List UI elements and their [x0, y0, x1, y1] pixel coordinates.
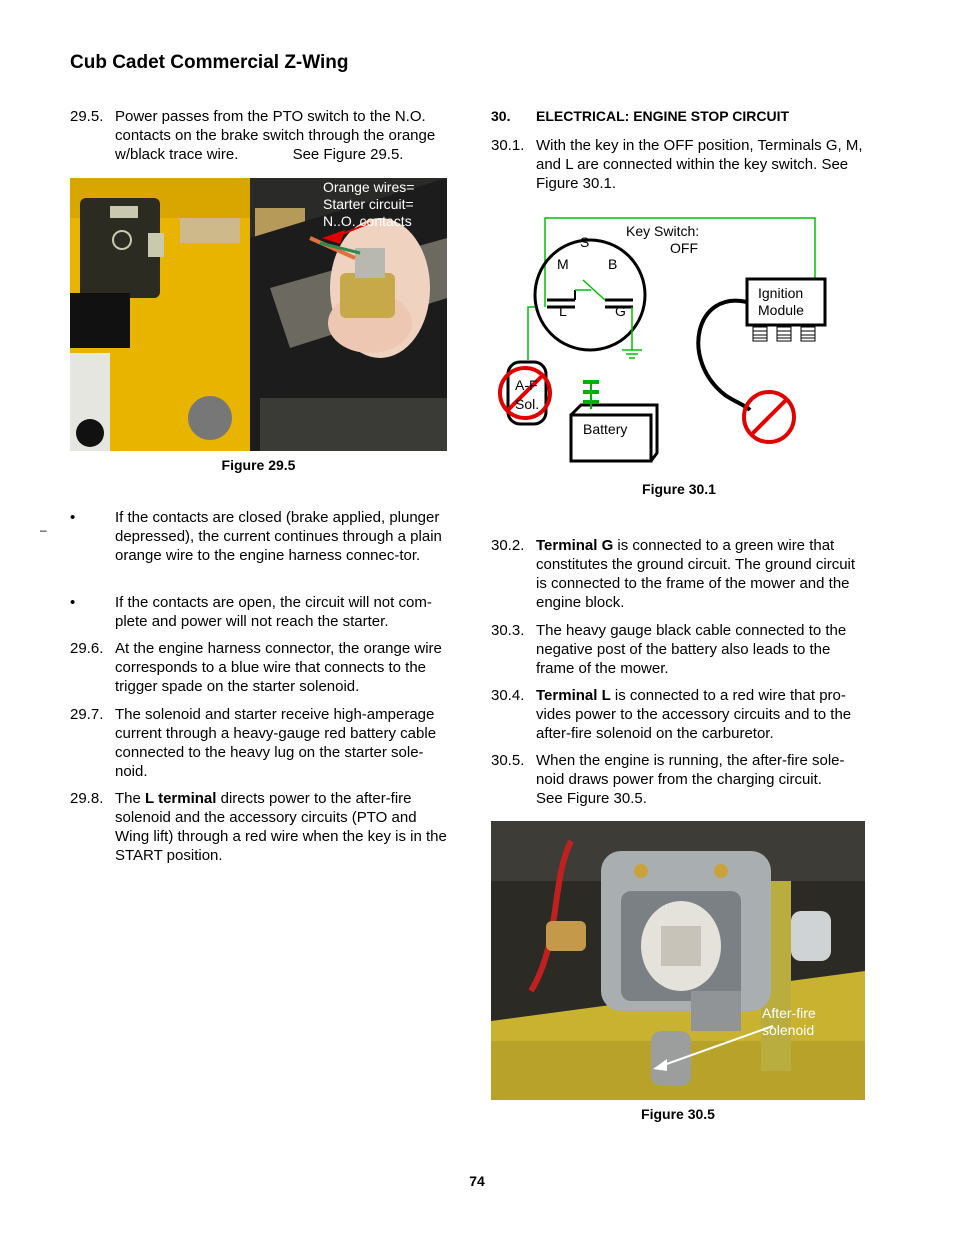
- figure-caption: Figure 29.5: [221, 457, 296, 473]
- para-number: 30.4.: [491, 687, 525, 704]
- para-text: When the engine is running, the after-fire sole-noid draws power from the charging circuit.: [536, 752, 845, 788]
- bullet-text: If the contacts are closed (brake applied, plunger depressed), the current continues through a plain orange wire to the engine harness connec-tor.: [115, 509, 442, 564]
- figure-caption: Figure 30.5: [641, 1106, 715, 1122]
- bold-term: Terminal G: [536, 537, 614, 554]
- figure-callout-label: After-fire solenoid: [762, 1005, 816, 1038]
- bullet-text: If the contacts are open, the circuit will not com-plete and power will not reach the starter.: [115, 594, 432, 630]
- carburetor-photo-illustration: [491, 821, 865, 1100]
- ignition-cable: [698, 301, 750, 410]
- engine-stop-circuit-diagram: [495, 210, 835, 470]
- figure-reference: See Figure 30.5.: [536, 790, 647, 807]
- ignition-module-label: Ignition Module: [758, 285, 804, 318]
- para-number: 29.8.: [70, 790, 104, 807]
- figure-caption: Figure 30.1: [642, 481, 716, 497]
- terminal-b-label: B: [608, 256, 618, 272]
- para-number: 30.1.: [491, 137, 525, 154]
- para-number: 30.2.: [491, 537, 525, 554]
- para-text: The L terminal directs power to the after-fire solenoid and the accessory circuits (PTO and Wing lift) through a red wire when the key is in the START position.: [115, 790, 447, 864]
- page-title: Cub Cadet Commercial Z-Wing: [70, 52, 349, 73]
- para-number: 29.6.: [70, 640, 104, 657]
- bullet-symbol: •: [70, 594, 76, 611]
- para-text: The heavy gauge black cable connected to the negative post of the battery also leads to the frame of the mower.: [536, 622, 847, 677]
- page-number: 74: [469, 1173, 485, 1189]
- para-30-3: [491, 621, 867, 681]
- bold-term: Terminal L: [536, 687, 611, 704]
- section-number: 30.: [491, 108, 511, 124]
- para-number: 30.3.: [491, 622, 525, 639]
- margin-mark: –: [40, 523, 47, 537]
- bullet-symbol: •: [70, 509, 76, 526]
- bold-term: L terminal: [145, 790, 217, 807]
- battery-label: Battery: [583, 421, 628, 437]
- battery-post-icon: [583, 380, 599, 384]
- para-text: At the engine harness connector, the orange wire corresponds to a blue wire that connects to the trigger spade on the starter solenoid.: [115, 640, 442, 695]
- para-29-6: [70, 639, 450, 699]
- para-number: 29.5.: [70, 108, 104, 125]
- key-switch-state: OFF: [670, 240, 698, 256]
- terminal-m-label: M: [557, 256, 569, 272]
- terminal-s-label: S: [580, 234, 590, 250]
- key-switch-label: Key Switch:: [626, 223, 700, 239]
- terminal-g-label: G: [615, 303, 626, 319]
- l-terminal-wire: [528, 307, 538, 360]
- figure-30-5-photo: [491, 821, 865, 1100]
- para-number: 29.7.: [70, 706, 104, 723]
- para-30-1: [491, 136, 867, 196]
- para-text: Power passes from the PTO switch to the N.O. contacts on the brake switch through the orange w/black trace wire.: [115, 108, 436, 163]
- para-30-5: [491, 751, 867, 811]
- terminal-l-label: L: [559, 303, 567, 319]
- para-29-8: [70, 789, 450, 869]
- figure-reference: See Figure 29.5.: [292, 146, 404, 163]
- section-title: ELECTRICAL: ENGINE STOP CIRCUIT: [536, 108, 790, 124]
- figure-30-1-diagram: [495, 210, 835, 470]
- para-text: With the key in the OFF position, Terminals G, M, and L are connected within the key switch. See Figure 30.1.: [536, 137, 863, 192]
- para-number: 30.5.: [491, 752, 525, 769]
- para-29-7: [70, 705, 450, 785]
- bullet-item: [70, 593, 450, 633]
- bullet-item: [70, 508, 450, 588]
- para-30-2: [491, 536, 867, 616]
- para-text: The solenoid and starter receive high-amperage current through a heavy-gauge red battery cable connected to the heavy lug on the starter sole-noid.: [115, 706, 437, 780]
- figure-callout-label: Orange wires= Starter circuit= N..O. contacts: [323, 179, 415, 229]
- key-switch-body: [535, 240, 645, 350]
- para-29-5: [70, 107, 450, 167]
- figure-29-5-photo: [70, 178, 447, 451]
- para-30-4: [491, 686, 867, 746]
- section-heading: [491, 107, 871, 127]
- para-text: Terminal L is connected to a red wire that pro-vides power to the accessory circuits and to the after-fire solenoid on the carburetor.: [536, 687, 852, 742]
- after-fire-solenoid-label: A-F Sol.: [515, 377, 540, 412]
- para-text: Terminal G is connected to a green wire that constitutes the ground circuit. The ground circuit is connected to the frame of the mower and the engine block.: [536, 537, 856, 611]
